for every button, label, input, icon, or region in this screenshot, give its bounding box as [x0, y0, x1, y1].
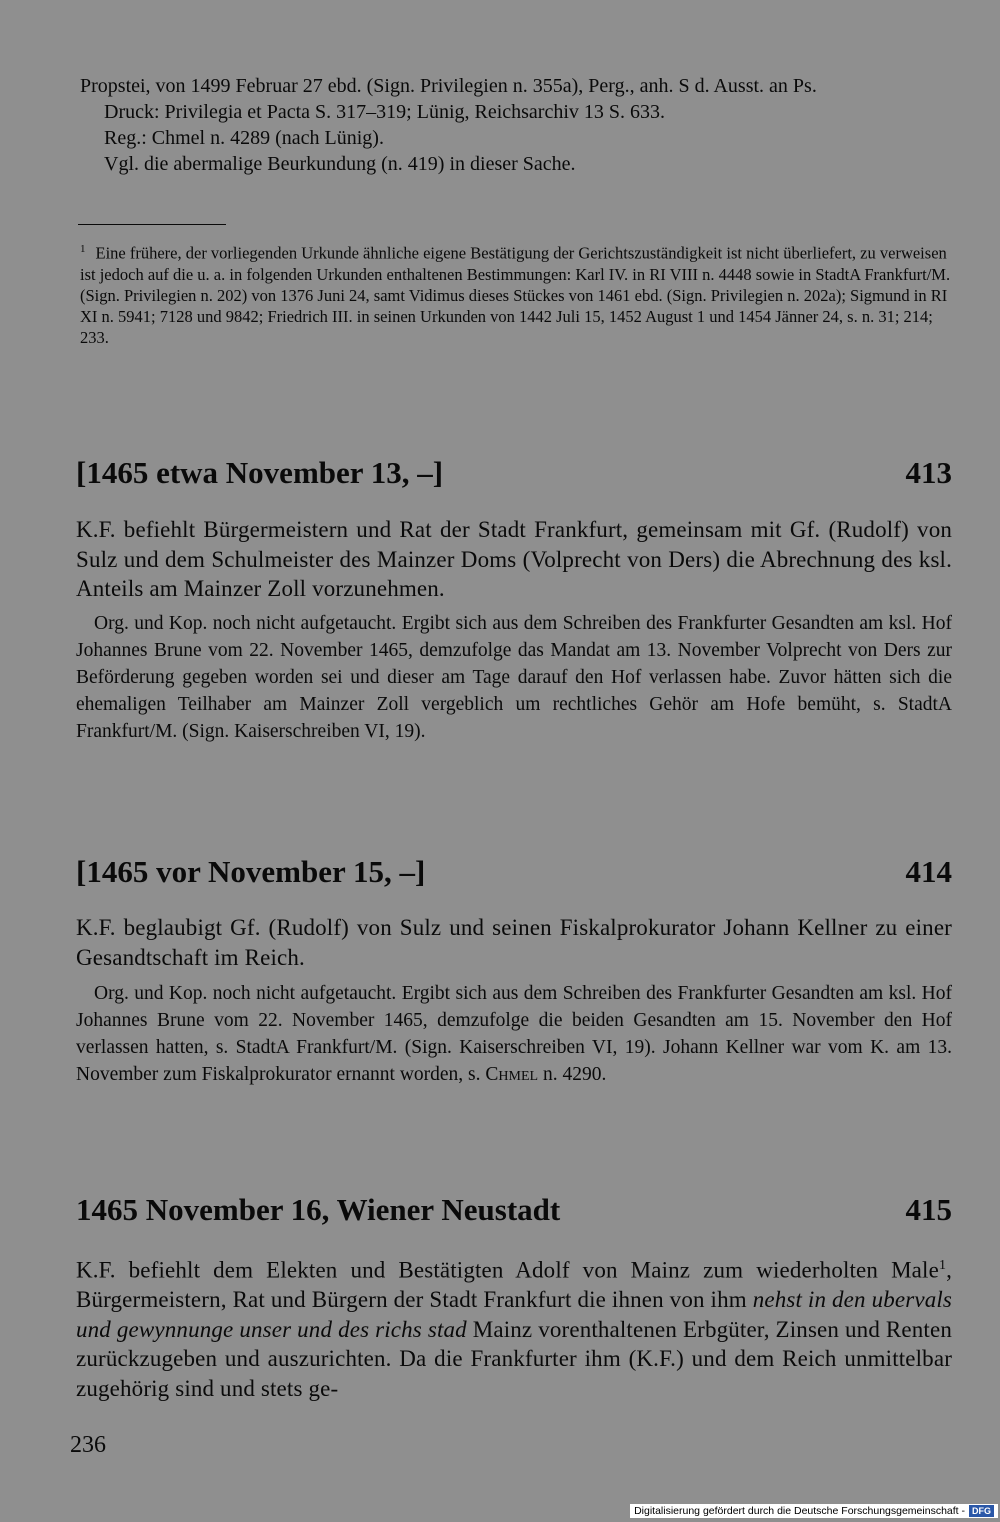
dfg-logo: DFG [969, 1505, 994, 1517]
regest-text-part: , Bürgermeistern, Rat und Bürgern der Stadt Frankfurt die ihnen von ihm [76, 1257, 952, 1313]
page-number: 236 [70, 1432, 106, 1458]
entry-notes-413 [76, 610, 952, 745]
notes-text-part: n. 4290. [538, 1064, 607, 1085]
entry-date: 1465 November 16, Wiener Neustadt [76, 1192, 561, 1227]
entry-date: [1465 etwa November 13, –] [76, 455, 444, 490]
entry-regest-415 [76, 1251, 952, 1403]
regest-text-part: Mainz vorenthaltenen Erbgüter, Zinsen und Renten zurückzugeben und auszurichten. Da die Frankfurter ihm (K.F.) und dem Reich unmittelbar zugehörig sind und stets ge- [76, 1316, 952, 1401]
footnote-marker: 1 [80, 243, 86, 255]
footnote-reference: 1 [938, 1258, 947, 1273]
entry-notes-414 [76, 980, 952, 1088]
entry-date: [1465 vor November 15, –] [76, 854, 426, 889]
entry-regest-414: K.F. beglaubigt Gf. (Rudolf) von Sulz und seinen Fiskalprokurator Johann Kellner zu einer Gesandtschaft im Reich. [76, 915, 952, 970]
reg-line: Reg.: Chmel n. 4289 (nach Lünig). [104, 127, 384, 149]
digitization-credit [630, 1504, 998, 1518]
previous-entry-continuation [80, 73, 960, 177]
quoted-source-text: nehst in den ubervals und gewynnunge unser und des richs stad [76, 1287, 952, 1342]
footnote-rule [78, 224, 226, 225]
entry-number: 415 [905, 1192, 952, 1227]
credit-text: Digitalisierung gefördert durch die Deutsche Forschungsgemeinschaft - [634, 1505, 965, 1517]
druck-line: Druck: Privilegia et Pacta S. 317–319; Lünig, Reichsarchiv 13 S. 633. [104, 101, 666, 123]
notes-text: Org. und Kop. noch nicht aufgetaucht. Ergibt sich aus dem Schreiben des Frankfurter Gesandten am ksl. Hof Johannes Brune vom 22. November 1465, demzufolge das Mandat am 13. November Volprecht von Ders zur Beförderung gegeben worden sei und dieser am Tage darauf den Hof verlassen habe. Zuvor hätten sich die ehemaligen Teilhaber am Mainzer Zoll vergeblich um rechtliches Gehör am Hofe bemüht, s. StadtA Frankfurt/M. (Sign. Kaiserschreiben VI, 19). [76, 613, 952, 742]
regest-text-part: K.F. befiehlt dem Elekten und Bestätigten Adolf von Mainz zum wiederholten Male [76, 1257, 939, 1283]
footnote-text: Eine frühere, der vorliegenden Urkunde ähnliche eigene Bestätigung der Gerichtszuständigkeit ist nicht überliefert, zu verweisen ist jedoch auf die u. a. in folgenden Urkunden enthaltenen Bestimmungen: Karl IV. in RI VIII n. 4448 sowie in StadtA Frankfurt/M. (Sign. Privilegien n. 202) von 1376 Juni 24, samt Vidimus dieses Stückes von 1461 ebd. (Sign. Privilegien n. 202a); Sigmund in RI XI n. 5941; 7128 und 9842; Friedrich III. in seinen Urkunden von 1442 Juli 15, 1452 August 1 und 1454 Jänner 24, s. n. 31; 214; 233. [80, 243, 951, 347]
entry-heading-413 [76, 455, 952, 491]
notes-text-part: Org. und Kop. noch nicht aufgetaucht. Ergibt sich aus dem Schreiben des Frankfurter Gesandten am ksl. Hof Johannes Brune vom 22. November 1465, demzufolge die beiden Gesandten am 15. November den Hof verlassen hatten, s. StadtA Frankfurt/M. (Sign. Kaiserschreiben VI, 19). Johann Kellner war vom K. am 13. November zum Fiskalprokurator ernannt worden, s. [76, 983, 952, 1085]
entry-regest-413: K.F. befiehlt Bürgermeistern und Rat der Stadt Frankfurt, gemeinsam mit Gf. (Rudolf) von Sulz und dem Schulmeister des Mainzer Doms (Volprecht von Ders) die Abrechnung des ksl. Anteils am Mainzer Zoll vorzunehmen. [76, 517, 952, 601]
notes-text [76, 980, 952, 1088]
vgl-line: Vgl. die abermalige Beurkundung (n. 419) in dieser Sache. [104, 153, 576, 175]
footnote [80, 239, 956, 348]
entry-heading-414 [76, 854, 952, 890]
archive-line: Propstei, von 1499 Februar 27 ebd. (Sign. Privilegien n. 355a), Perg., anh. S d. Ausst. an Ps. [80, 75, 817, 97]
entry-number: 414 [905, 854, 952, 889]
author-reference: Chmel [485, 1064, 539, 1085]
entry-number: 413 [905, 455, 952, 490]
entry-heading-415 [76, 1192, 952, 1228]
